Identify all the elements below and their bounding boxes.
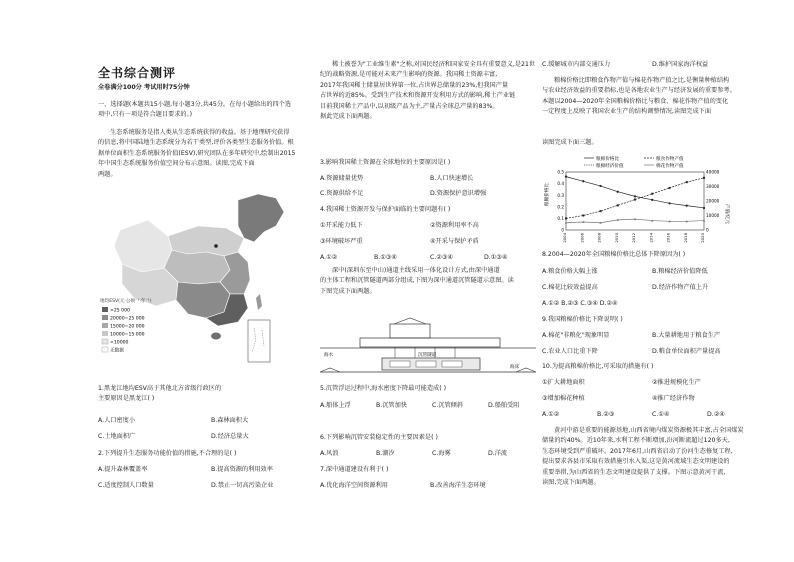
y-tick-label: 0.5 <box>557 169 564 175</box>
intro-line: 粮棉价格比即粮食作物产值与棉花作物产值之比,是衡量种植结构 <box>554 77 730 84</box>
option-a[interactable]: A.①② <box>542 411 560 418</box>
y-tick-label: 0.1 <box>557 216 564 221</box>
data-point <box>703 207 705 209</box>
answer-options[interactable]: A.①② B.②③ C.③④ D.②④ <box>542 300 618 307</box>
question-10: 10.为提高粮棉价格比,可采取的措施有( ) <box>542 363 654 370</box>
statement-item: ④开采与保护矛盾 <box>430 238 479 245</box>
legend-item: 10000~15 000 <box>110 332 145 338</box>
option-b[interactable]: B.提高资源的利用效率 <box>211 466 273 473</box>
option-c[interactable]: C.适度控制人口数量 <box>98 482 154 489</box>
option-c[interactable]: C.海雾 <box>432 450 451 457</box>
intro-line: 目前我国稀土产品中,以初级产品为主,产量占全球总产量的83%。 <box>320 102 499 110</box>
question-9: 9.我国粮棉价格比下降说明( ) <box>542 316 623 323</box>
option-3[interactable]: C.棉花比较效益提高 <box>542 284 598 291</box>
data-point <box>651 199 653 201</box>
x-tick-label: 2008 <box>596 233 602 243</box>
option-a[interactable]: A.提升森林覆盖率 <box>98 466 148 473</box>
question-1 <box>98 384 221 405</box>
chart-legend <box>584 155 684 169</box>
intro-line: 重要举措,为山西省的生态文明建设提供了支撑。下图示意黄河干流, <box>542 468 726 476</box>
intro-line: 据单位面积生态系统服务价值(ESV),研究团队在多年研究中,绘制出2015 <box>98 149 296 157</box>
option-c[interactable]: C.缓解城市内部交通压力 <box>542 61 611 68</box>
y2-tick-label: 10000 <box>706 213 720 219</box>
data-point <box>634 195 636 197</box>
column-3 <box>542 0 764 562</box>
legend-item: 粮棉价格比 <box>596 157 619 162</box>
option-b[interactable]: B.潮汐 <box>376 450 395 457</box>
data-point <box>634 199 636 201</box>
crane-structure <box>390 324 430 338</box>
intro-line: 与农业经济效益的重要指标,也是各地农业生产与经济发展的重要参考。 <box>542 87 736 95</box>
question-3: 3.影响我国稀土资源在全球地位的主要原因是( ) <box>320 159 451 166</box>
label-seawater: 海水 <box>324 353 334 358</box>
question-7: 7.深中通道建设有利于( ) <box>320 466 389 473</box>
intro-paragraph <box>320 60 535 122</box>
data-point <box>565 217 567 219</box>
statement-item: ①开采能力低下 <box>320 222 363 229</box>
y-tick-label: 0.3 <box>557 192 564 198</box>
option-b[interactable]: B.森林面积大 <box>211 417 249 424</box>
map-region-taiwan <box>256 294 262 310</box>
data-point <box>617 191 619 193</box>
option-c[interactable]: C.土地面积广 <box>98 433 136 440</box>
x-tick-label: 2014 <box>648 233 654 243</box>
option-d[interactable]: D.粮食单位面积产量提高 <box>652 348 721 355</box>
data-point <box>703 177 705 179</box>
intro-paragraph <box>542 76 736 118</box>
option-c[interactable]: C.资源供给不足 <box>320 190 364 197</box>
series-line <box>566 178 704 219</box>
y-axis-label: 粮棉价格比 <box>545 183 550 206</box>
intro-paragraph-2 <box>542 426 744 488</box>
section-instructions <box>98 100 291 121</box>
intro-paragraph-2 <box>320 266 514 297</box>
intro-line: 本题以2004—2020年全国粮棉价格比与粮食、棉花作物产值的变化 <box>542 97 729 105</box>
instruction-line: 项中,只有一项是符合题目要求的。) <box>98 111 193 119</box>
legend-item: 15000~20 000 <box>110 324 145 330</box>
x-tick-label: 2020 <box>700 233 705 243</box>
instruction-line: 一、选择题(本题共15小题,每小题3分,共45分。在每小题给出的四个选 <box>98 101 292 108</box>
legend-item: 无数据 <box>110 348 124 354</box>
intro-line: 生态系统服务是指人类从生态系统获得的收益。基于地理研究获得 <box>110 129 290 136</box>
option-a[interactable]: A.资源储量优势 <box>320 175 364 182</box>
option-c[interactable]: C.沉管倾斜 <box>432 402 464 409</box>
option-a[interactable]: A.船体上浮 <box>320 402 351 409</box>
option-a[interactable]: A.优化海洋空间资源利用 <box>320 482 388 489</box>
option-a[interactable]: A.棉花"非粮化"现象明显 <box>542 332 610 339</box>
option-a[interactable]: A.风浪 <box>320 450 339 457</box>
question-5: 5.沉管浮运过程中,海水密度下降最可能造成( ) <box>320 385 447 392</box>
intro-line: 的主体工程和沉管隧道两部分组成,下图为深中通道沉管隧道示意图。读 <box>320 277 514 285</box>
chart-caption: 读图完成下面三题。 <box>542 139 598 146</box>
option-a[interactable]: A.①② <box>320 254 338 261</box>
question-8: 8.2004—2020年全国粮棉价格比总体下降原因为( ) <box>542 251 686 258</box>
statement-item: ②资源利用率不高 <box>430 222 479 229</box>
data-point <box>651 193 653 195</box>
data-point <box>686 205 688 207</box>
option-c[interactable]: C.①④ <box>652 411 670 418</box>
column-2 <box>318 0 538 562</box>
intro-line: 生态环境受到严重破坏。2017年6月,山西省启动了汾河生态修复工程, <box>542 447 733 455</box>
legend-item: 20000~25 000 <box>110 316 145 322</box>
option-c[interactable]: C.②③④ <box>430 254 453 261</box>
data-point <box>600 210 602 212</box>
map-region-northeast <box>238 194 284 242</box>
map-legend <box>102 307 145 354</box>
option-2[interactable]: B.粮棉经济价值降低 <box>652 268 708 275</box>
intro-line: 一定程度上反映了我国农业生产的结构调整情况,读图完成下面 <box>542 108 712 116</box>
map-south-china-sea-inset <box>248 320 270 362</box>
plot-area <box>557 170 719 243</box>
option-c[interactable]: C.农业人口比重下降 <box>542 348 598 355</box>
intro-line: 深中(深圳东至中山)通道主线采用一体化设计方式,由深中通道 <box>332 267 500 274</box>
intro-line: 提出要求各县市采取有效措施引水入渠,这是黄河流域生态文明建设的 <box>542 458 730 466</box>
statement-item: ①扩大耕地面积 <box>542 379 585 386</box>
installation-vessel <box>360 338 500 347</box>
option-d[interactable]: D.船舶受阻 <box>488 402 520 409</box>
option-a[interactable]: A.人口密度小 <box>98 417 136 424</box>
option-d[interactable]: D.①③④ <box>484 254 508 261</box>
data-point <box>582 215 584 217</box>
data-point <box>669 187 671 189</box>
legend-item: 粮食作物产值 <box>656 157 684 162</box>
page-title: 全书综合测评 <box>98 66 177 80</box>
price-ratio-chart <box>544 154 728 246</box>
legend-item: <10000 <box>110 340 129 346</box>
y2-tick-label: 40000 <box>706 169 720 175</box>
x-tick-label: 2010 <box>613 233 619 243</box>
legend-item: >25 000 <box>110 308 130 314</box>
y2-axis-label: 产值/亿元 <box>724 204 729 224</box>
option-b[interactable]: B.②③ <box>597 411 615 418</box>
option-1[interactable]: A.粮食价格大幅上涨 <box>542 268 598 275</box>
column-1 <box>96 0 311 562</box>
y2-tick-label: 30000 <box>706 184 720 190</box>
intro-line: 纪的战略资源,是可能对未来产生影响的资源。我国稀土资源丰富, <box>320 71 498 79</box>
data-point <box>582 180 584 182</box>
x-tick-label: 2006 <box>579 233 585 243</box>
x-tick-label: 2004 <box>562 233 567 243</box>
intro-line: 两题。 <box>98 170 117 178</box>
intro-paragraph <box>98 128 295 180</box>
intro-line: 下图完成下面两题。 <box>320 287 376 295</box>
option-b[interactable]: B.改善海洋生态环境 <box>430 482 486 489</box>
option-b[interactable]: B.人口快速增长 <box>430 175 474 182</box>
data-point <box>668 202 670 204</box>
y2-tick-label: 0 <box>706 227 709 233</box>
map-legend-title: 地均ESV(元·公顷⁻¹·年⁻¹) <box>100 299 152 304</box>
data-point <box>565 176 567 178</box>
y-tick-label: 0.2 <box>557 204 564 210</box>
intro-line: 稀土被誉为"工业维生素"之称,对国民经济和国家安全具有重要意义,是21世 <box>332 61 536 68</box>
intro-line: 2017年我国稀土储量居世界第一位,占世界总储量的23%,但我国产量 <box>320 81 509 89</box>
option-d[interactable]: D.资源保护意识增强 <box>430 190 487 197</box>
intro-line: 的信息,将中国陆地生态系统分为若干类型,评价各类型生态服务价值。根 <box>98 139 294 147</box>
intro-line: 年中国生态系统服务价值空间分布示意图。读图,完成下面 <box>98 160 255 168</box>
option-d[interactable]: D.禁止一切高污染企业 <box>211 482 274 489</box>
map-capital-marker <box>214 244 218 248</box>
intro-line: 储量的约40%。近10年来,水利工程不断增加,汾河断流超过120多天, <box>542 437 730 445</box>
x-tick-label: 2016 <box>665 233 671 243</box>
question-6: 6.下列影响沉管安装稳定性的主要因素是( ) <box>320 434 438 441</box>
intro-line: 据此完成下面两题。 <box>320 113 376 121</box>
option-d[interactable]: D.②④ <box>707 411 725 418</box>
question-4: 4.我国稀土资源开发与保护面临的主要问题有( ) <box>320 206 451 213</box>
intro-line: 读图,完成下面两题。 <box>542 479 600 487</box>
option-d[interactable]: D.维护国家海洋权益 <box>652 61 709 68</box>
map-region-hainan <box>211 333 221 340</box>
tunnel-diagram <box>320 318 536 376</box>
statement-item: ③环境破坏严重 <box>320 238 363 245</box>
y2-tick-label: 20000 <box>706 198 720 204</box>
option-b[interactable]: B.①③④ <box>374 254 397 261</box>
question-2: 2.下列提升生态服务功能价值的措施,不合理的是( ) <box>98 450 237 457</box>
legend-item: 粮棉经济价值 <box>596 164 624 169</box>
data-point <box>617 204 619 206</box>
intro-line: 黄河中游是重要的能源基地,山西省境内煤炭资源极其丰富,占全国煤炭 <box>554 427 744 434</box>
x-tick-label: 2018 <box>682 233 688 243</box>
data-point <box>686 181 688 183</box>
question-stem: 1.黑龙江地均ESV高于其他北方省级行政区的 <box>98 385 222 392</box>
intro-line: 占世界的近85%。受到生产技术和资源开发利用方式的影响,稀土产业链 <box>320 92 516 100</box>
statement-item: ④推广经济作物 <box>652 395 695 402</box>
esv-map <box>98 190 310 370</box>
option-d[interactable]: D.经济总量大 <box>211 433 249 440</box>
label-seabed: 海床 <box>510 365 520 370</box>
y-tick-label: 0.4 <box>557 181 564 187</box>
y-tick-label: 0 <box>561 227 564 233</box>
statement-item: ③增加棉花种植 <box>542 395 585 402</box>
exam-meta: 全卷满分100分 考试用时75分钟 <box>98 84 190 91</box>
option-d[interactable]: D.洋流 <box>488 450 508 457</box>
option-b[interactable]: B.大量耕地用于粮食生产 <box>652 332 721 339</box>
option-b[interactable]: B.沉管加快 <box>376 402 407 409</box>
label-tunnel: 沉管隧道 <box>418 353 437 358</box>
legend-item: 棉花作物产值 <box>656 164 684 169</box>
question-stem: 主要原因是黑龙江( ) <box>98 395 155 403</box>
data-point <box>599 185 601 187</box>
series-line <box>566 177 704 208</box>
x-tick-label: 2012 <box>631 233 636 243</box>
option-4[interactable]: D.经济作物产值上升 <box>652 284 709 291</box>
statement-item: ②推进规模化生产 <box>652 379 701 386</box>
map-region-north <box>168 226 244 256</box>
